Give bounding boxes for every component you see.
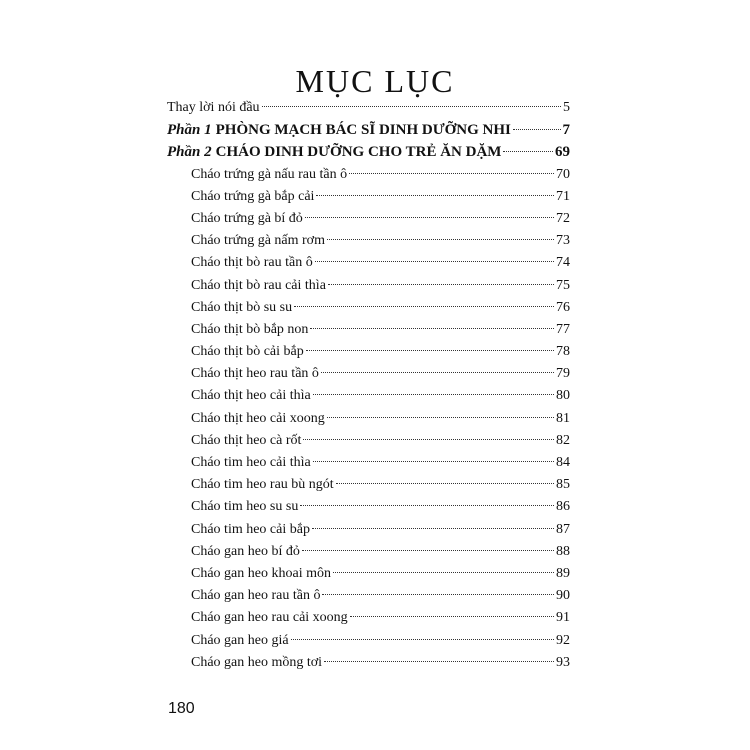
dot-leader [303,439,554,440]
toc-entry [167,522,570,544]
toc-entry-page: 88 [556,543,570,559]
toc-entry-label: Cháo tim heo su su [191,499,299,515]
toc-entry [167,388,570,410]
toc-entry [167,588,570,610]
dot-leader [315,261,554,262]
toc-entry-page: 89 [556,565,570,581]
toc-entry-label: Cháo thịt bò rau tần ô [191,255,313,271]
toc-part-1 [167,122,570,144]
toc-part-2 [167,144,570,166]
part-number: Phần 2 [167,144,212,161]
page-number: 180 [168,700,195,717]
dot-leader [313,461,554,462]
toc-entry-page: 77 [556,321,570,337]
page-title: MỤC LỤC [295,63,455,100]
toc-entry-page: 93 [556,654,570,670]
dot-leader [321,372,554,373]
toc-entry-page: 87 [556,521,570,537]
toc-entry-label: Cháo gan heo khoai môn [191,565,331,581]
dot-leader [324,661,554,662]
toc-entry-label: Cháo tim heo cải bắp [191,521,310,537]
toc-entry-label: Cháo thịt heo rau tần ô [191,366,319,382]
toc-entry-page: 90 [556,588,570,604]
toc-entry-page: 75 [556,277,570,293]
toc-entry [167,455,570,477]
toc-entry-label: Cháo tim heo rau bù ngót [191,477,334,493]
toc-entry-page: 85 [556,477,570,493]
toc-entry-page: 74 [556,255,570,271]
toc-entry [167,322,570,344]
toc-entry-page: 91 [556,610,570,626]
toc-entry [167,211,570,233]
toc-entry-page: 81 [556,410,570,426]
toc-entry-page: 70 [556,166,570,182]
toc-entry [167,300,570,322]
dot-leader [305,217,554,218]
toc-entry-page: 72 [556,210,570,226]
toc-entry [167,189,570,211]
toc-entry-page: 7 [562,122,570,139]
part-number: Phần 1 [167,122,212,139]
toc-entry-label: Cháo gan heo mồng tơi [191,654,323,670]
toc-entry [167,433,570,455]
toc-entry-label: Cháo gan heo giá [191,632,289,648]
toc-entry-page: 69 [555,144,570,161]
toc-entry-label: Cháo thịt bò rau cải thìa [191,277,326,293]
toc-entry-label: CHÁO DINH DƯỠNG CHO TRẺ ĂN DẶM [215,144,502,161]
dot-leader [306,350,554,351]
dot-leader [313,394,554,395]
dot-leader [333,572,554,573]
toc-entry [167,633,570,655]
toc-entry [167,233,570,255]
toc-entry-page: 71 [556,188,570,204]
dot-leader [328,284,554,285]
toc-entry-page: 84 [556,455,570,470]
table-of-contents [167,100,570,677]
dot-leader [327,417,554,418]
dot-leader [503,151,553,152]
toc-entry-page: 92 [556,632,570,648]
toc-entry-label: PHÒNG MẠCH BÁC SĨ DINH DƯỠNG NHI [215,122,511,139]
dot-leader [310,328,554,329]
toc-entry-label: Cháo gan heo rau tần ô [191,588,321,604]
toc-entry-label: Cháo gan heo bí đỏ [191,543,300,559]
toc-entry [167,167,570,189]
dot-leader [322,594,554,595]
toc-entry-label: Thay lời nói đầu [167,100,260,115]
toc-entry [167,499,570,521]
toc-entry-label: Cháo thịt bò bắp non [191,321,309,337]
toc-entry [167,366,570,388]
dot-leader [327,239,554,240]
toc-entry [167,566,570,588]
toc-entry-label: Cháo trứng gà nấu rau tần ô [191,166,348,182]
toc-entry-page: 79 [556,366,570,382]
toc-sub-entries [167,167,570,677]
dot-leader [302,550,554,551]
dot-leader [349,173,554,174]
toc-entry-page: 73 [556,233,570,249]
toc-entry-page: 78 [556,344,570,360]
toc-entry-label: Cháo gan heo rau cải xoong [191,610,348,626]
dot-leader [312,528,554,529]
dot-leader [336,483,554,484]
toc-entry-label: Cháo thịt heo cải xoong [191,410,325,426]
toc-entry-label: Cháo thịt heo cà rốt [191,432,302,448]
toc-entry [167,255,570,277]
toc-entry-page: 80 [556,388,570,404]
toc-entry [167,278,570,300]
toc-entry [167,544,570,566]
dot-leader [291,639,554,640]
toc-entry-label: Cháo thịt bò su su [191,299,293,315]
toc-entry-label: Cháo tim heo cải thìa [191,455,311,470]
toc-entry-page: 76 [556,299,570,315]
toc-entry-label: Cháo thịt heo cải thìa [191,388,311,404]
toc-entry-label: Cháo thịt bò cải bắp [191,344,304,360]
toc-entry [167,610,570,632]
toc-entry-page: 86 [556,499,570,515]
toc-entry-label: Cháo trứng gà bí đỏ [191,210,303,226]
toc-entry [167,655,570,677]
dot-leader [513,129,561,130]
dot-leader [316,195,554,196]
toc-entry [167,411,570,433]
toc-entry-page: 5 [563,100,570,115]
dot-leader [350,616,554,617]
dot-leader [262,106,561,107]
toc-entry-page: 82 [556,432,570,448]
toc-entry [167,477,570,499]
dot-leader [294,306,554,307]
toc-entry-intro [167,100,570,122]
dot-leader [300,505,554,506]
toc-entry-label: Cháo trứng gà bắp cải [191,188,315,204]
toc-entry-label: Cháo trứng gà nấm rơm [191,233,325,249]
toc-entry [167,344,570,366]
